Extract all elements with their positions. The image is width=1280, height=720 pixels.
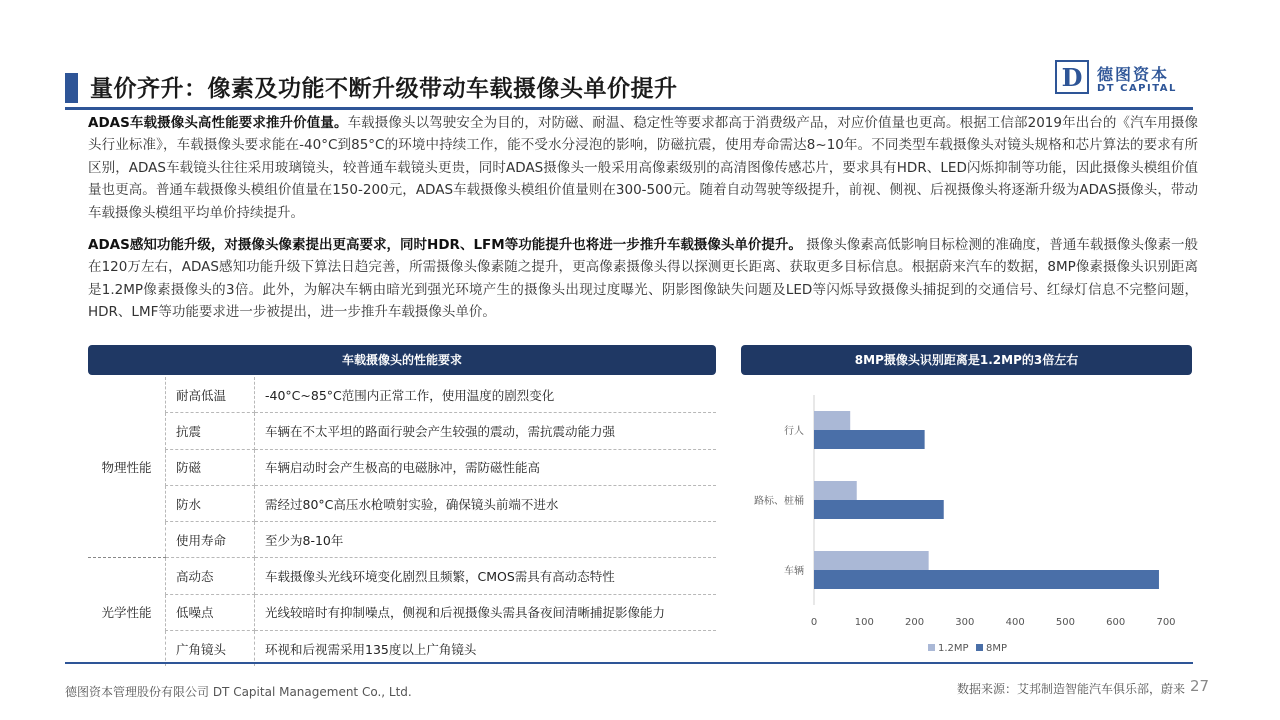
bar-8mp (814, 500, 944, 519)
bar-8mp (814, 570, 1159, 589)
company-logo (1055, 60, 1195, 100)
logo-name-en: DT CAPITAL (1097, 83, 1177, 94)
table-row (88, 594, 716, 630)
bar-1_2mp (814, 481, 857, 500)
recognition-distance-chart (741, 385, 1192, 655)
attribute-cell: 耐高低温 (166, 377, 255, 413)
attribute-cell: 防磁 (166, 449, 255, 485)
paragraph-lead: ADAS感知功能升级，对摄像头像素提出更高要求，同时HDR、LFM等功能提升也将进一步推升车载摄像头单价提升。 (88, 237, 802, 253)
description-cell: 至少为8-10年 (255, 522, 717, 558)
bar-1_2mp (814, 551, 929, 570)
x-tick-label: 500 (1055, 617, 1075, 628)
x-tick-label: 0 (810, 617, 818, 628)
category-label: 路标、桩桶 (754, 496, 804, 507)
paragraph-adas-upgrade (88, 234, 1198, 324)
description-cell: 车载摄像头光线环境变化剧烈且频繁，CMOS需具有高动态特性 (255, 558, 717, 594)
legend-swatch (928, 644, 935, 651)
legend-label: 1.2MP (938, 643, 969, 654)
table-row (88, 485, 716, 521)
category-label: 车辆 (784, 566, 804, 577)
group-label: 物理性能 (88, 377, 166, 558)
table-row (88, 631, 716, 667)
attribute-cell: 广角镜头 (166, 631, 255, 667)
paragraph-body: 车载摄像头以驾驶安全为目的，对防磁、耐温、稳定性等要求都高于消费级产品，对应价值量也更高。根据工信部2019年出台的《汽车用摄像头行业标准》，车载摄像头要求能在-40°C到85°C的环境中持续工作，能不受水分浸泡的影响，防磁抗震，使用寿命需达8~10年。不同类型车载摄像头对镜头规格和芯片算法的要求有所区别，ADAS车载镜头往往采用玻璃镜头，较普通车载镜头更贵，同时ADAS摄像头一般采用高像素级别的高清图像传感芯片，要求具有HDR、LED闪烁抑制等功能，因此摄像头模组价值量也更高。普通车载摄像头模组价值量在150-200元，ADAS车载摄像头模组价值量则在300-500元。随着自动驾驶等级提升，前视、侧视、后视摄像头将逐渐升级为ADAS摄像头，带动车载摄像头模组平均单价持续提升。 (88, 115, 1199, 221)
chart-title: 8MP摄像头识别距离是1.2MP的3倍左右 (741, 345, 1192, 375)
table-row (88, 377, 716, 413)
paragraph-body: 摄像头像素高低影响目标检测的准确度，普通车载摄像头像素一般在120万左右，ADAS感知功能升级下算法日趋完善，所需摄像头像素随之提升，更高像素摄像头得以探测更长距离、获取更多目标信息。根据蔚来汽车的数据，8MP像素摄像头识别距离是1.2MP像素摄像头的3倍。此外，为解决车辆由暗光到强光环境产生的摄像头出现过度曝光、阴影图像缺失问题及LED等闪烁导致摄像头捕捉到的交通信号、红绿灯信息不完整问题，HDR、LMF等功能要求进一步被提出，进一步推升车载摄像头单价。 (88, 237, 1198, 321)
description-cell: 车辆在不太平坦的路面行驶会产生较强的震动，需抗震动能力强 (255, 413, 717, 449)
logo-name-cn: 德图资本 (1097, 65, 1170, 84)
paragraph-lead: ADAS车载摄像头高性能要求推升价值量。 (88, 115, 348, 131)
description-cell: 环视和后视需采用135度以上广角镜头 (265, 641, 477, 657)
footer-source: 数据来源：艾邦制造智能汽车俱乐部，蔚来 (956, 682, 1185, 696)
bar-8mp (814, 430, 925, 449)
bar-1_2mp (814, 411, 850, 430)
logo-mark-letter: D (1061, 63, 1083, 92)
table-row (88, 522, 716, 558)
attribute-cell: 使用寿命 (166, 522, 255, 558)
title-divider (65, 107, 1193, 110)
footer-divider (65, 662, 1193, 664)
x-tick-label: 700 (1156, 617, 1176, 628)
title-accent-bar (65, 73, 78, 103)
attribute-cell: 防水 (166, 485, 255, 521)
legend-swatch (976, 644, 983, 651)
x-tick-label: 300 (955, 617, 975, 628)
attribute-cell: 抗震 (166, 413, 255, 449)
table-row (88, 558, 716, 594)
table-title: 车载摄像头的性能要求 (88, 345, 716, 375)
page-number: 27 (1190, 677, 1210, 695)
description-cell: 光线较暗时有抑制噪点，侧视和后视摄像头需具备夜间清晰捕捉影像能力 (255, 594, 717, 630)
x-tick-label: 200 (905, 617, 925, 628)
x-tick-label: 400 (1005, 617, 1025, 628)
description-cell: 车辆启动时会产生极高的电磁脉冲，需防磁性能高 (255, 449, 717, 485)
legend-label: 8MP (986, 643, 1008, 654)
table-row (88, 449, 716, 485)
paragraph-price-value (88, 112, 1198, 224)
attribute-cell: 低噪点 (166, 594, 255, 630)
footer-company: 德图资本管理股份有限公司 DT Capital Management Co., Ltd. (65, 685, 412, 699)
performance-requirements-table (88, 377, 716, 666)
category-label: 行人 (784, 426, 804, 437)
description-cell: -40°C~85°C范围内正常工作，使用温度的剧烈变化 (255, 377, 717, 413)
group-label: 光学性能 (101, 605, 152, 621)
description-cell: 需经过80°C高压水枪喷射实验，确保镜头前端不进水 (255, 485, 717, 521)
table-row (88, 413, 716, 449)
page-title: 量价齐升：像素及功能不断升级带动车载摄像头单价提升 (90, 76, 678, 102)
dt-logo-icon (1055, 60, 1089, 94)
attribute-cell: 高动态 (166, 558, 255, 594)
x-tick-label: 100 (854, 617, 874, 628)
x-tick-label: 600 (1106, 617, 1126, 628)
